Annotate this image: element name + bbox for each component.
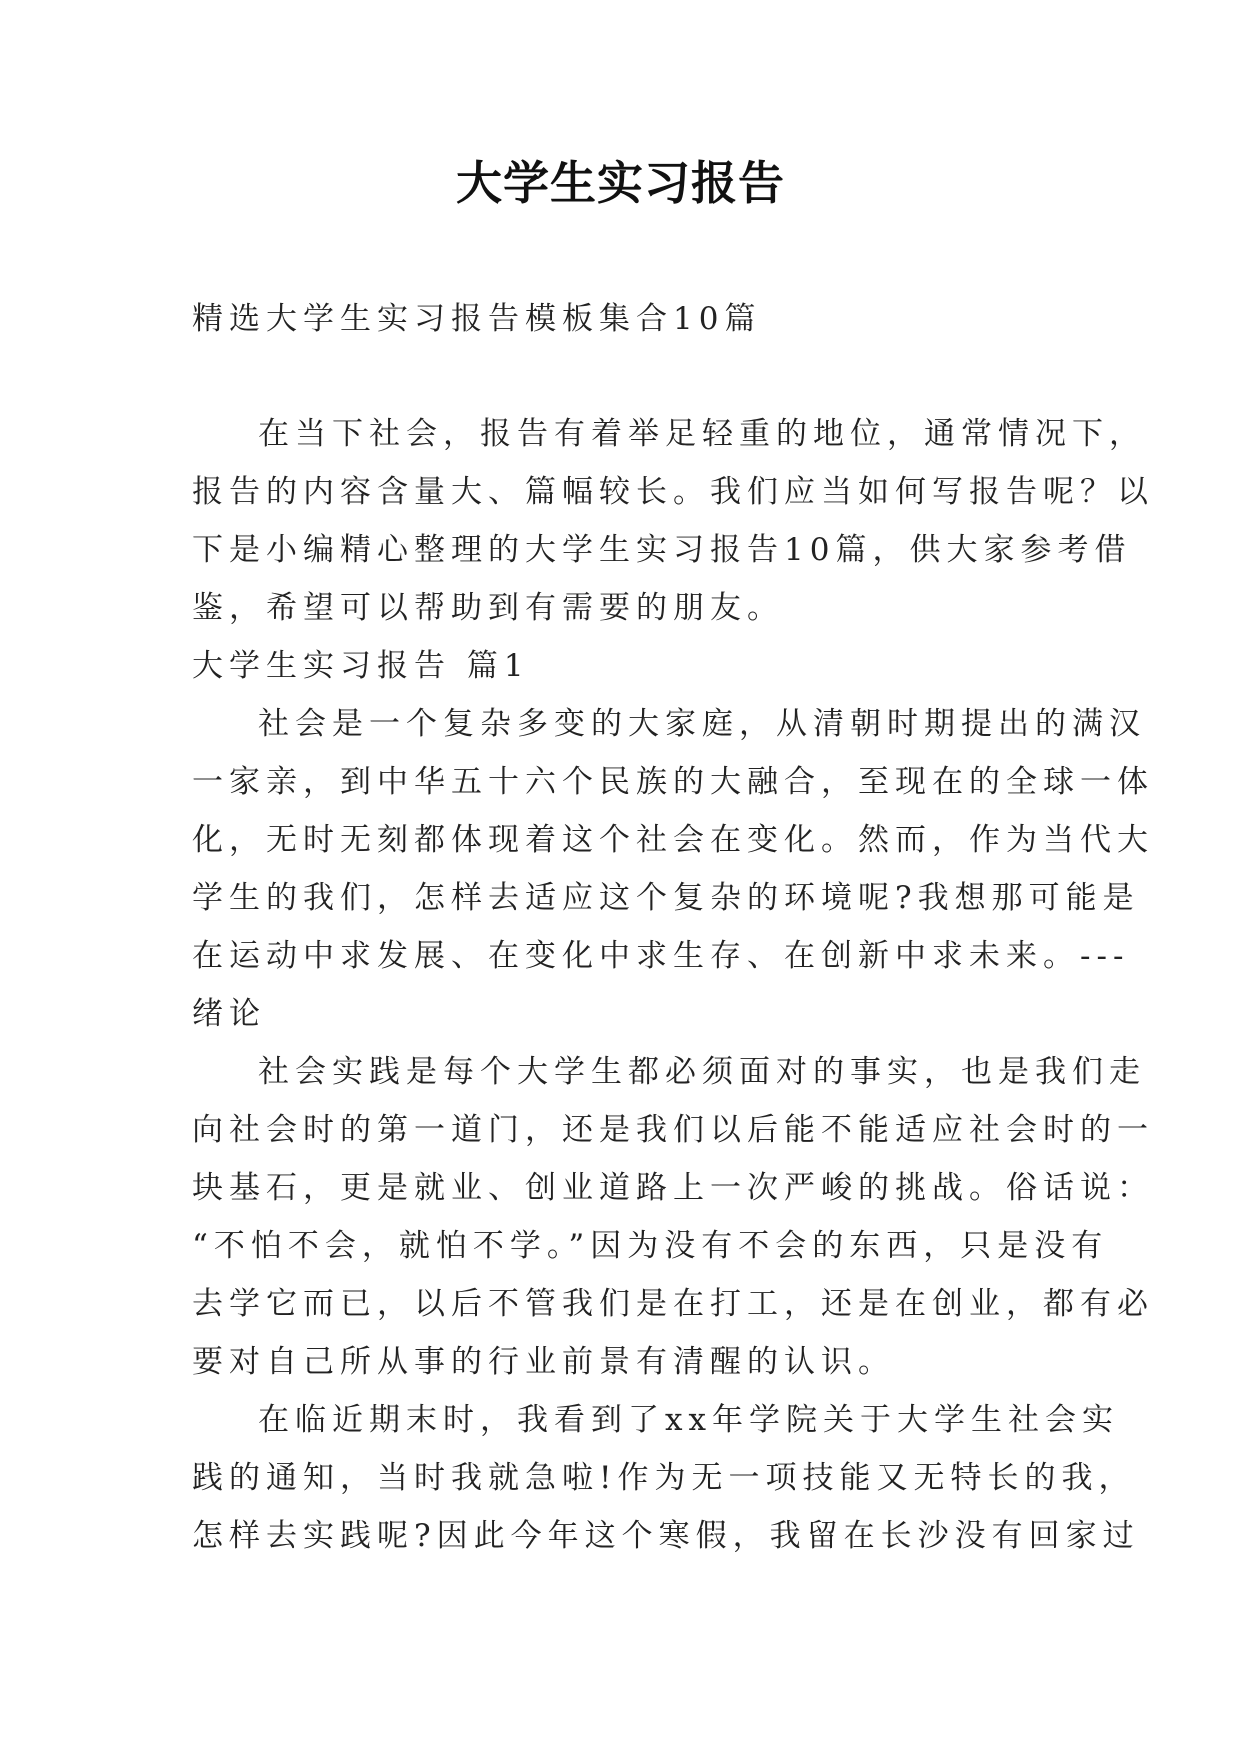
paragraph-line: 社会实践是每个大学生都必须面对的事实，也是我们走 bbox=[258, 1054, 1146, 1090]
paragraph-2 bbox=[192, 1043, 1154, 1391]
paragraph-line: 化，无时无刻都体现着这个社会在变化。然而，作为当代大 bbox=[192, 822, 1154, 858]
paragraph-line: 在当下社会，报告有着举足轻重的地位，通常情况下， bbox=[258, 416, 1146, 452]
paragraph-line: 下是小编精心整理的大学生实习报告10篇，供大家参考借 bbox=[192, 532, 1132, 568]
paragraph-line: 践的通知，当时我就急啦!作为无一项技能又无特长的我， bbox=[192, 1460, 1136, 1496]
paragraph-line: 块基石，更是就业、创业道路上一次严峻的挑战。俗话说： bbox=[192, 1170, 1154, 1206]
paragraph-line: 向社会时的第一道门，还是我们以后能不能适应社会时的一 bbox=[192, 1112, 1154, 1148]
paragraph-line: 在临近期末时，我看到了xx年学院关于大学生社会实 bbox=[258, 1402, 1119, 1438]
paragraph-line: 一家亲，到中华五十六个民族的大融合，至现在的全球一体 bbox=[192, 764, 1154, 800]
paragraph-3 bbox=[192, 1391, 1140, 1565]
paragraph-line: 绪论 bbox=[192, 996, 266, 1032]
paragraph-line: 社会是一个复杂多变的大家庭，从清朝时期提出的满汉 bbox=[258, 706, 1146, 742]
document-title: 大学生实习报告 bbox=[456, 156, 785, 210]
paragraph-line: 怎样去实践呢?因此今年这个寒假，我留在长沙没有回家过 bbox=[192, 1518, 1140, 1554]
paragraph-line: “不怕不会，就怕不学。”因为没有不会的东西，只是没有 bbox=[192, 1228, 1109, 1264]
paragraph-line: 在运动中求发展、在变化中求生存、在创新中求未来。--- bbox=[192, 938, 1130, 974]
document-subtitle: 精选大学生实习报告模板集合10篇 bbox=[192, 301, 762, 337]
document-body bbox=[192, 405, 1154, 1565]
paragraph-line: 学生的我们，怎样去适应这个复杂的环境呢?我想那可能是 bbox=[192, 880, 1140, 916]
paragraph-line: 要对自己所从事的行业前景有清醒的认识。 bbox=[192, 1344, 895, 1380]
paragraph-1 bbox=[192, 695, 1154, 1043]
section-heading: 大学生实习报告 篇1 bbox=[192, 648, 530, 684]
intro-paragraph bbox=[192, 405, 1154, 637]
paragraph-line: 鉴，希望可以帮助到有需要的朋友。 bbox=[192, 590, 784, 626]
paragraph-line: 报告的内容含量大、篇幅较长。我们应当如何写报告呢？以 bbox=[192, 474, 1154, 510]
paragraph-line: 去学它而已，以后不管我们是在打工，还是在创业，都有必 bbox=[192, 1286, 1154, 1322]
